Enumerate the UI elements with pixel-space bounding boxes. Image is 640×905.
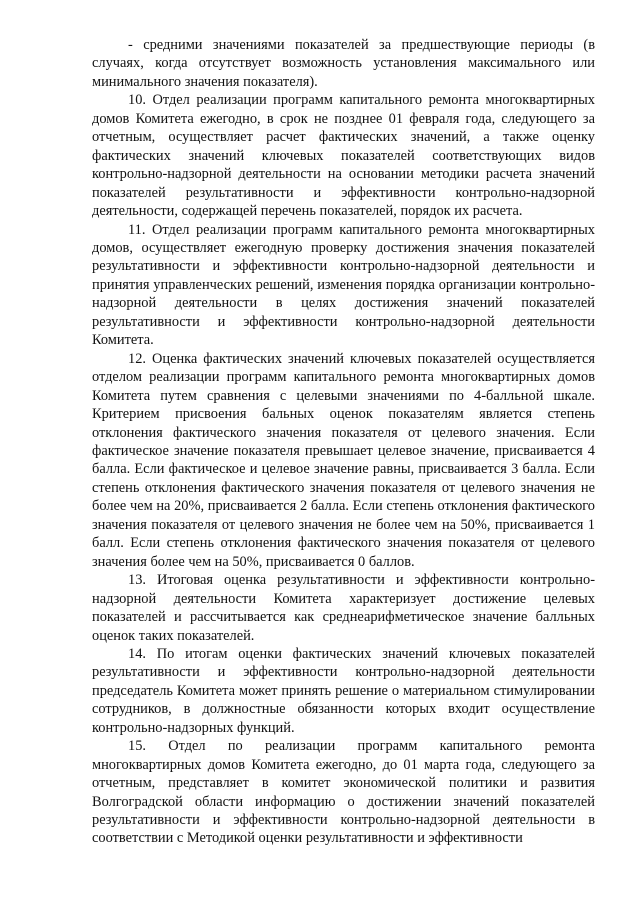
paragraph-continuation: - средними значениями показателей за предшествующие периоды (в случаях, когда отсутствует возможность установления максимального или минимального значения показателя). <box>92 37 595 90</box>
paragraph-13: 13. Итоговая оценка результативности и эффективности контрольно-надзорной деятельности Комитета характеризует достижение целевых показателей и рассчитывается как среднеарифметическое значение балльных оценок таких показателей. <box>92 572 595 644</box>
paragraph-10: 10. Отдел реализации программ капитального ремонта многоквартирных домов Комитета ежегодно, в срок не позднее 01 февраля года, следующего за отчетным, осуществляет расчет фактических значений, а также оценку фактических значений ключевых показателей соответствующих видов контрольно-надзорной деятельности на основании методики расчета значений показателей результативности и эффективности контрольно-надзорной деятельности, содержащей перечень показателей, порядок их расчета. <box>92 92 595 220</box>
paragraph-14: 14. По итогам оценки фактических значений ключевых показателей результативности и эффективности контрольно-надзорной деятельности председатель Комитета может принять решение о материальном стимулировании сотрудников, в должностные обязанности которых входит осуществление контрольно-надзорных функций. <box>92 645 595 736</box>
paragraph-12: 12. Оценка фактических значений ключевых показателей осуществляется отделом реализации программ капитального ремонта многоквартирных домов Комитета путем сравнения с целевыми значениями по 4-балльной шкале. Критерием присвоения бальных оценок показателям является степень отклонения фактического значения показателя от целевого значения. Если фактическое значение показателя превышает целевое значение, присваивается 4 балла. Если фактическое и целевое значение равны, присваивается 3 балла. Если степень отклонения фактического значения показателя от целевого значения не более чем на 20%, присваивается 2 балла. Если степень отклонения фактического значения показателя от целевого значения не более чем на 50%, присваивается 1 балл. Если степень отклонения фактического значения показателя от целевого значения более чем на 50%, присваивается 0 баллов. <box>92 350 595 570</box>
paragraph-11: 11. Отдел реализации программ капитального ремонта многоквартирных домов, осуществляет ежегодную проверку достижения значения показателей результативности и эффективности контрольно-надзорной деятельности и принятия управленческих решений, изменения порядка организации контрольно-надзорной деятельности в целях достижения значений показателей результативности и эффективности контрольно-надзорной деятельности Комитета. <box>92 221 595 349</box>
document-page <box>92 36 595 848</box>
paragraph-15: 15. Отдел по реализации программ капитального ремонта многоквартирных домов Комитета ежегодно, до 01 марта года, следующего за отчетным, представляет в комитет экономической политики и развития Волгоградской области информацию о достижении значений показателей результативности и эффективности контрольно-надзорной деятельности в соответствии с Методикой оценки результативности и эффективности <box>92 738 595 847</box>
